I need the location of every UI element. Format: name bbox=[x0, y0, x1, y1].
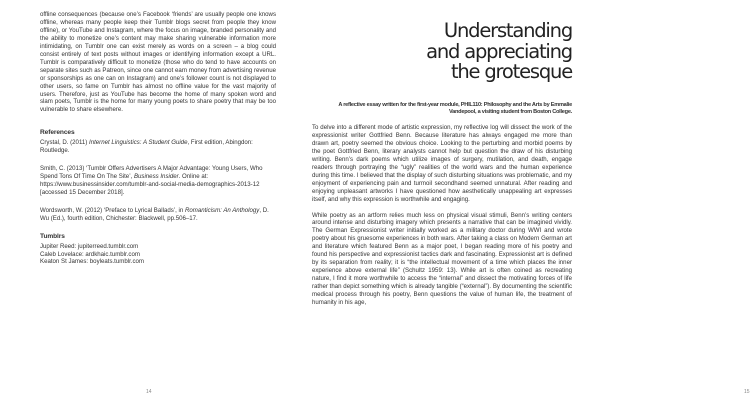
right-page-body bbox=[312, 124, 572, 307]
reference-entry: Wordsworth, W. (2012) ‘Preface to Lyrical Ballads’, in Romanticism: An Anthology, D. Wu (Ed.), fourth edition, Chichester: Blackwell, pp.506–17. bbox=[40, 206, 269, 222]
left-page bbox=[0, 0, 300, 420]
page-number: 15 bbox=[744, 389, 750, 395]
essay-title bbox=[342, 21, 572, 83]
subtitle-line: Vandepool, a visiting student from Boston College. bbox=[448, 109, 572, 116]
page-number: 14 bbox=[146, 389, 152, 395]
right-page bbox=[300, 0, 750, 420]
title-line: and appreciating bbox=[426, 39, 572, 63]
subtitle-line: A reflective essay written for the first-year module, PHIL110: Philosophy and the Arts by Emmalie bbox=[338, 102, 572, 108]
reference-entry: Crystal, D. (2011) Internet Linguistics: A Student Guide, First edition, Abingdon: Routledge. bbox=[40, 139, 253, 155]
title-line: the grotesque bbox=[450, 60, 572, 83]
reference-entry: Smith, C. (2013) ‘Tumblr Offers Advertisers A Major Advantage: Young Users, Who Spend Tons Of Time On The Site’, Business Insider. Online at: https://www.businessinsider.com/tumblr-and-social-media-demographics-2013-12 [accessed 15 December 2018]. bbox=[40, 165, 263, 196]
left-page-body bbox=[40, 11, 276, 266]
body-paragraph: To delve into a different mode of artistic expression, my reflective log will dissect the work of the expressionist writer Gottfried Benn. Because literature has always engaged me more than drawn art, poetry seemed the obvious choice. Looking to the perturbing and morbid poems by the poet Gottfried Benn, literary analysts cannot help but question the draw of his disturbing writing. Benn’s dark poems which utilize images of surgery, mutilation, and death, engage readers through portraying the “ugly” realities of the world wars and the human experience during this time. I believed that the display of such disturbing situations was problematic, and my enjoyment of experiencing pain and turmoil secondhand seemed unnatural. After reading and enjoying unpleasant artworks I have questioned how aesthetically unappealing art expresses itself, and why this expression is worthwhile and engaging. bbox=[312, 124, 572, 203]
essay-subtitle bbox=[312, 102, 572, 116]
body-paragraph: While poetry as an artform relies much less on physical visual stimuli, Benn’s writing centers around intense and disturbing imagery which presents a narrative that can be imagined vividly. The German Expressionist writer initially worked as a military doctor during WWI and wrote poetry about his gruesome experiences in both wars. After taking a class on Modern German art and literature which featured Benn as a major poet, I began reading more of his poetry and found his perspective and expressionist tactics dark and fascinating. Expressionist art is defined by its separation from reality; it is “the intellectual movement of a time which places the inner experience above external life” (Schultz 1959: 13). While art is often coined as recreating nature, I find it more worthwhile to access the “internal” and dissect the motivating forces of life rather than depict something which is already tangible (“external”). By documenting the scientific medical process through his poetry, Benn questions the value of human life, the treatment of humanity in his age, bbox=[312, 211, 572, 307]
tumblr-entry: Jupiter Reed: jupiterreed.tumblr.com bbox=[40, 242, 139, 250]
tumblrs-heading: Tumblrs bbox=[40, 232, 65, 240]
body-paragraph: offline consequences (because one’s Facebook ‘friends’ are usually people one knows offline, whereas many people keep their Tumblr blogs secret from people they know offline), or YouTube and Instagram, where the focus on image, branded personality and the ability to monetize one’s content may make sharing vulnerable information more intimidating, on Tumblr one can exist merely as words on a screen – a blog could consist entirely of text posts without images or identifying information except a URL. Tumblr is comparatively difficult to monetize (those who do tend to have accounts on separate sites such as Patreon, since one cannot earn money from advertising revenue or sponsorships as one can on Instagram) and one’s follower count is not displayed to other users, so fame on Tumblr has almost no offline value for the vast majority of users. Therefore, just as YouTube has become the home of many spoken word and slam poets, Tumblr is the home for many young poets to share poetry that may be too vulnerable to share elsewhere. bbox=[40, 11, 276, 114]
tumblr-entry: Caleb Lovelace: ardkhaic.tumblr.com bbox=[40, 250, 140, 258]
title-line: Understanding bbox=[443, 19, 572, 42]
tumblr-entry: Keaton St James: boyleats.tumblr.com bbox=[40, 258, 144, 266]
references-heading: References bbox=[40, 129, 75, 137]
